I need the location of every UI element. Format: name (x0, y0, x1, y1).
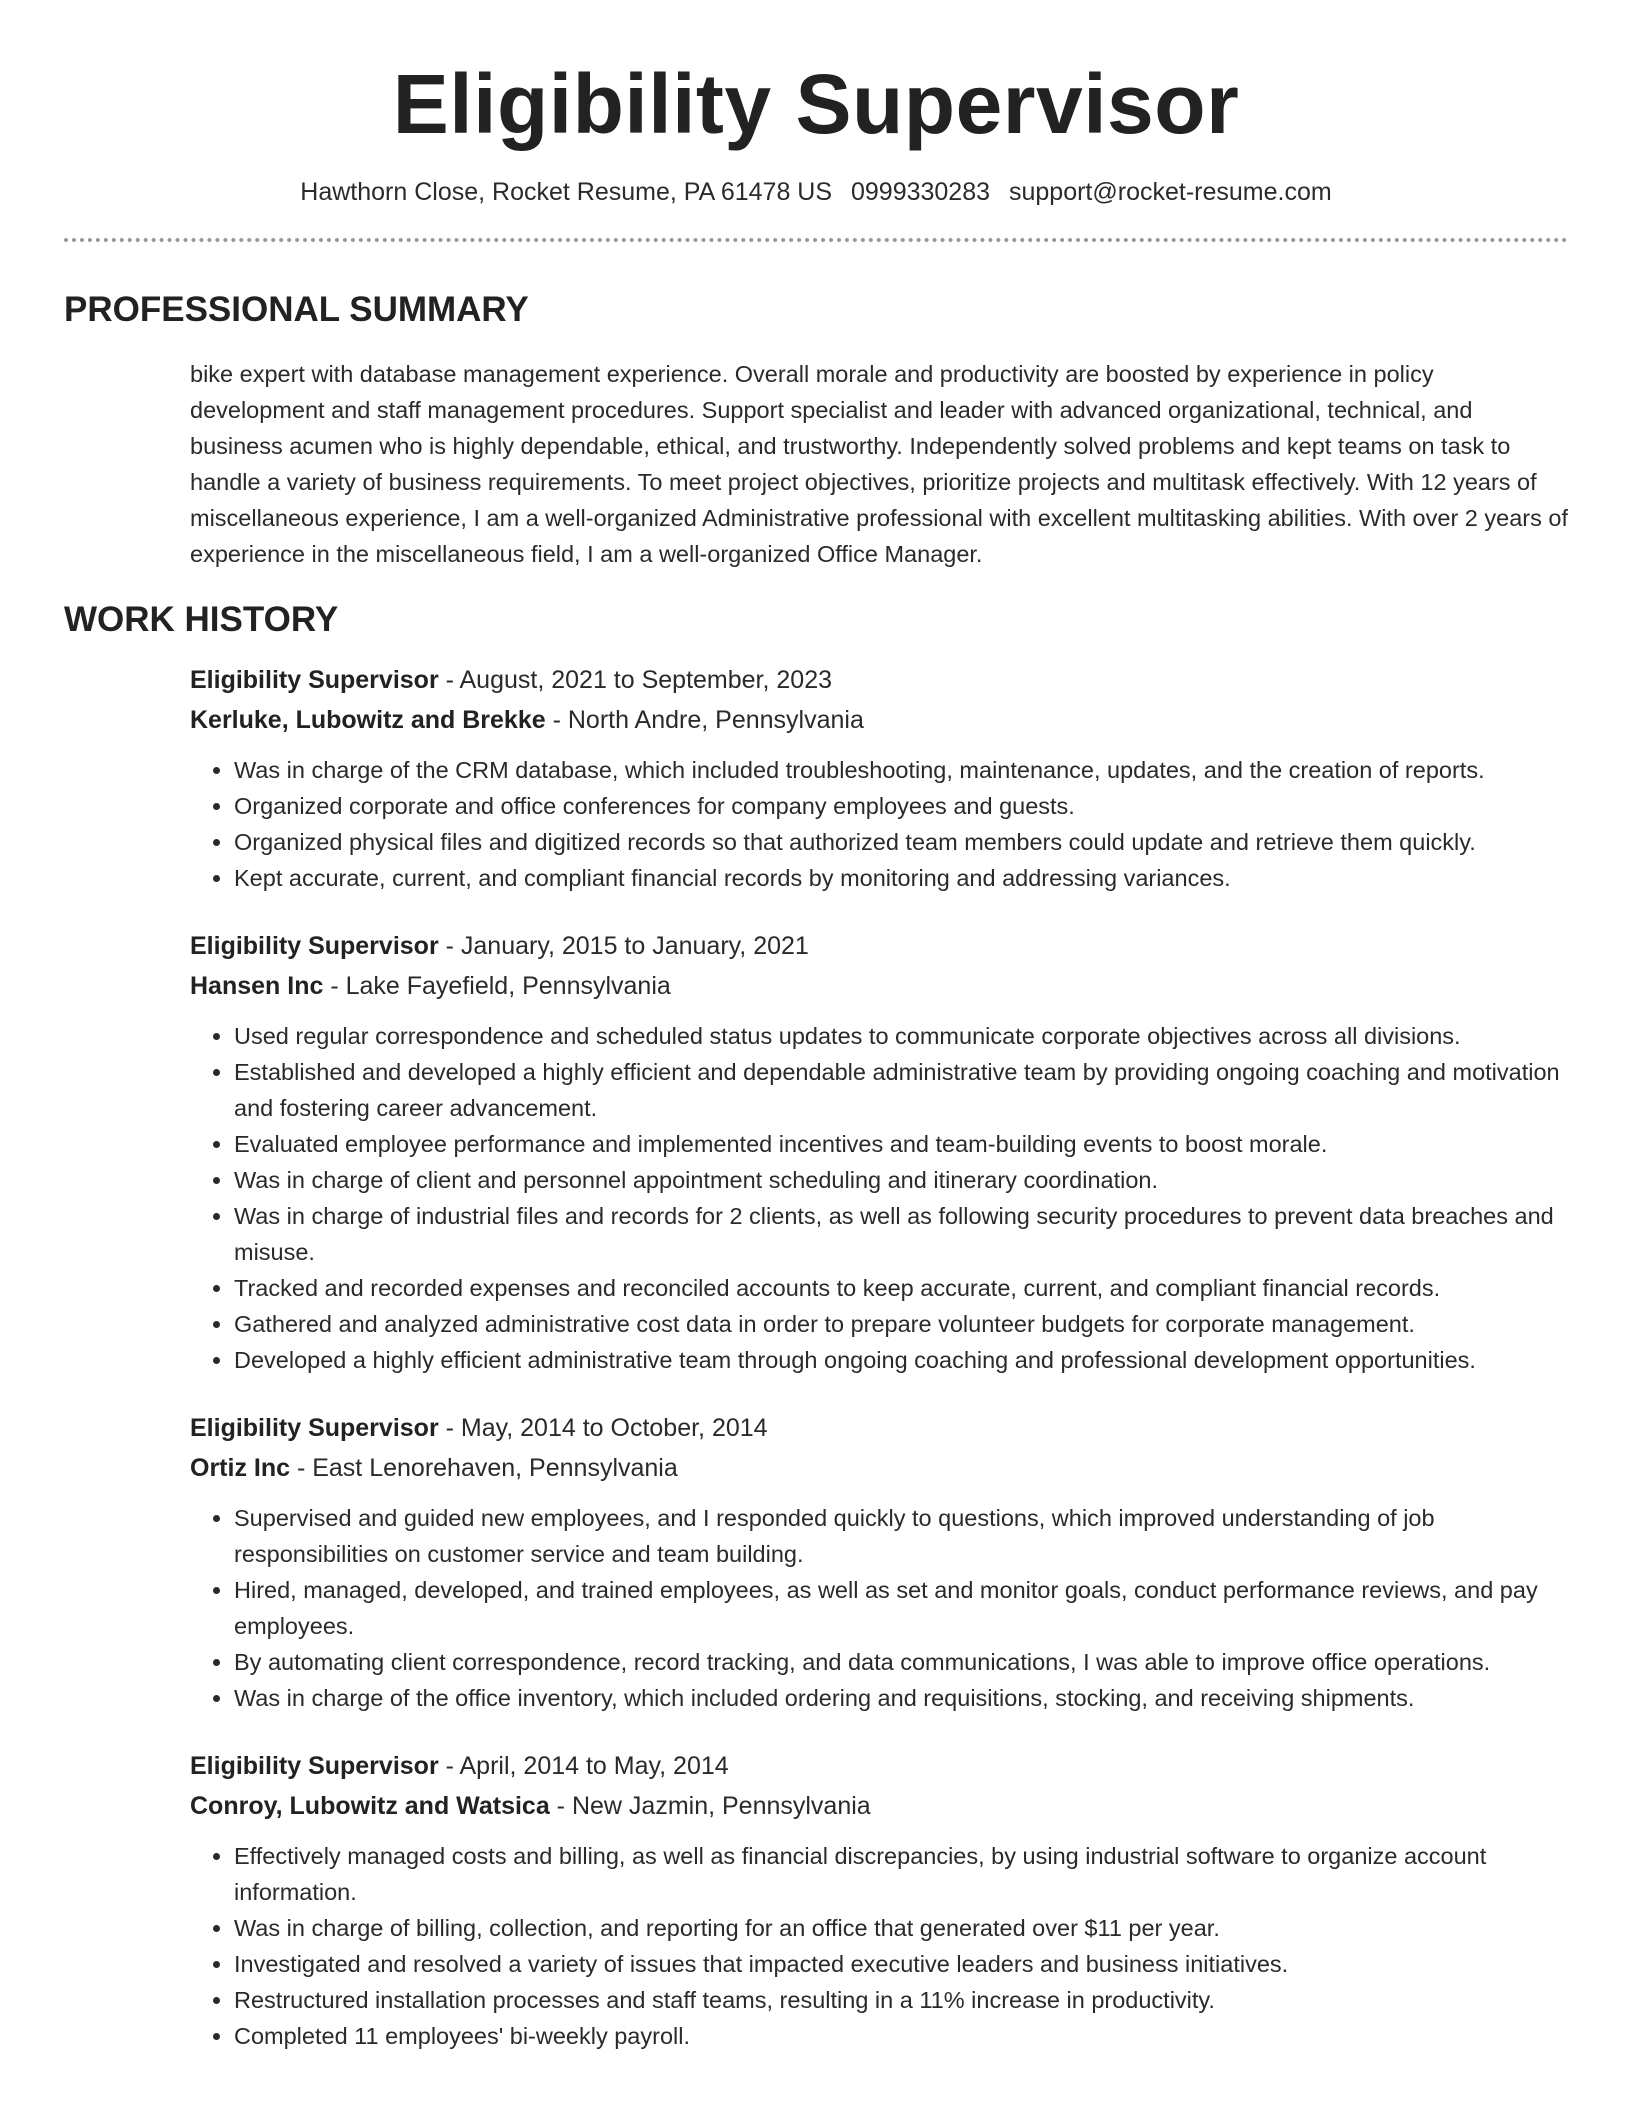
job-role: Eligibility Supervisor (190, 1414, 439, 1442)
job-company: Kerluke, Lubowitz and Brekke (190, 706, 546, 734)
job-bullet: • Organized physical files and digitized records so that authorized team members could update and retrieve them quickly. (234, 824, 1568, 860)
job-location: - New Jazmin, Pennsylvania (549, 1792, 871, 1820)
job-entry (190, 1746, 1568, 2054)
job-bullet: • Completed 11 employees' bi-weekly payroll. (234, 2018, 1568, 2054)
job-entry (190, 1408, 1568, 1716)
job-company-line (190, 1448, 1568, 1488)
job-bullet: • Effectively managed costs and billing, as well as financial discrepancies, by using industrial software to organize account information. (234, 1838, 1568, 1910)
job-company-line (190, 1786, 1568, 1826)
job-dates: - August, 2021 to September, 2023 (438, 666, 833, 694)
job-title-line (190, 1408, 1568, 1448)
job-bullet: • Was in charge of client and personnel appointment scheduling and itinerary coordination. (234, 1162, 1568, 1198)
job-entry (190, 660, 1568, 896)
job-role: Eligibility Supervisor (190, 1752, 439, 1780)
job-bullets (190, 1500, 1568, 1716)
job-bullet: • Established and developed a highly efficient and dependable administrative team by providing ongoing coaching and motivation and fostering career advancement. (234, 1054, 1568, 1126)
job-bullets (190, 752, 1568, 896)
job-location: - Lake Fayefield, Pennsylvania (323, 972, 671, 1000)
candidate-name: Eligibility Supervisor (392, 57, 1240, 151)
job-title-line (190, 1746, 1568, 1786)
resume-page (64, 0, 1568, 2084)
contact-line (64, 176, 1568, 208)
job-entry (190, 926, 1568, 1378)
job-company: Conroy, Lubowitz and Watsica (190, 1792, 550, 1820)
job-bullet: • Restructured installation processes and staff teams, resulting in a 11% increase in productivity. (234, 1982, 1568, 2018)
job-company: Ortiz Inc (190, 1454, 291, 1482)
job-bullet: • Kept accurate, current, and compliant financial records by monitoring and addressing variances. (234, 860, 1568, 896)
job-list (190, 660, 1568, 2054)
job-bullet: • Was in charge of industrial files and records for 2 clients, as well as following security procedures to prevent data breaches and misuse. (234, 1198, 1568, 1270)
job-bullet: • Supervised and guided new employees, and I responded quickly to questions, which improved understanding of job responsibilities on customer service and team building. (234, 1500, 1568, 1572)
job-bullet: • Used regular correspondence and scheduled status updates to communicate corporate objectives across all divisions. (234, 1018, 1568, 1054)
contact-address: Hawthorn Close, Rocket Resume, PA 61478 US (300, 178, 833, 206)
job-bullet: • Was in charge of the CRM database, which included troubleshooting, maintenance, updates, and the creation of reports. (234, 752, 1568, 788)
job-location: - East Lenorehaven, Pennsylvania (290, 1454, 678, 1482)
summary-heading: PROFESSIONAL SUMMARY (64, 290, 529, 329)
contact-email: support@rocket-resume.com (1008, 178, 1332, 206)
job-bullets (190, 1018, 1568, 1378)
job-bullet: • Organized corporate and office conferences for company employees and guests. (234, 788, 1568, 824)
job-bullet: • Tracked and recorded expenses and reconciled accounts to keep accurate, current, and compliant financial records. (234, 1270, 1568, 1306)
job-bullet: • Was in charge of billing, collection, and reporting for an office that generated over $11 per year. (234, 1910, 1568, 1946)
job-company: Hansen Inc (190, 972, 324, 1000)
job-bullets (190, 1838, 1568, 2054)
job-bullet: • Was in charge of the office inventory, which included ordering and requisitions, stocking, and receiving shipments. (234, 1680, 1568, 1716)
job-bullet: • Hired, managed, developed, and trained employees, as well as set and monitor goals, conduct performance reviews, and pay employees. (234, 1572, 1568, 1644)
job-bullet: • Gathered and analyzed administrative cost data in order to prepare volunteer budgets for corporate management. (234, 1306, 1568, 1342)
job-dates: - January, 2015 to January, 2021 (438, 932, 809, 960)
job-bullet: • Evaluated employee performance and implemented incentives and team-building events to boost morale. (234, 1126, 1568, 1162)
job-bullet: • Investigated and resolved a variety of issues that impacted executive leaders and business initiatives. (234, 1946, 1568, 1982)
job-company-line (190, 700, 1568, 740)
contact-phone: 0999330283 (850, 178, 991, 206)
job-role: Eligibility Supervisor (190, 666, 439, 694)
job-role: Eligibility Supervisor (190, 932, 439, 960)
job-bullet: • By automating client correspondence, record tracking, and data communications, I was able to improve office operations. (234, 1644, 1568, 1680)
job-dates: - May, 2014 to October, 2014 (438, 1414, 768, 1442)
job-location: - North Andre, Pennsylvania (545, 706, 864, 734)
work-history-heading: WORK HISTORY (64, 600, 339, 639)
job-company-line (190, 966, 1568, 1006)
job-title-line (190, 660, 1568, 700)
job-dates: - April, 2014 to May, 2014 (438, 1752, 729, 1780)
header-divider (64, 238, 1568, 242)
job-bullet: • Developed a highly efficient administrative team through ongoing coaching and professional development opportunities. (234, 1342, 1568, 1378)
job-title-line (190, 926, 1568, 966)
summary-text: bike expert with database management experience. Overall morale and productivity are boosted by experience in policy development and staff management procedures. Support specialist and leader with advanced organizational, technical, and business acumen who is highly dependable, ethical, and trustworthy. Independently solved problems and kept teams on task to handle a variety of business requirements. To meet project objectives, prioritize projects and multitask effectively. With 12 years of miscellaneous experience, I am a well-organized Administrative professional with excellent multitasking abilities. With over 2 years of experience in the miscellaneous field, I am a well-organized Office Manager. (190, 361, 1568, 567)
